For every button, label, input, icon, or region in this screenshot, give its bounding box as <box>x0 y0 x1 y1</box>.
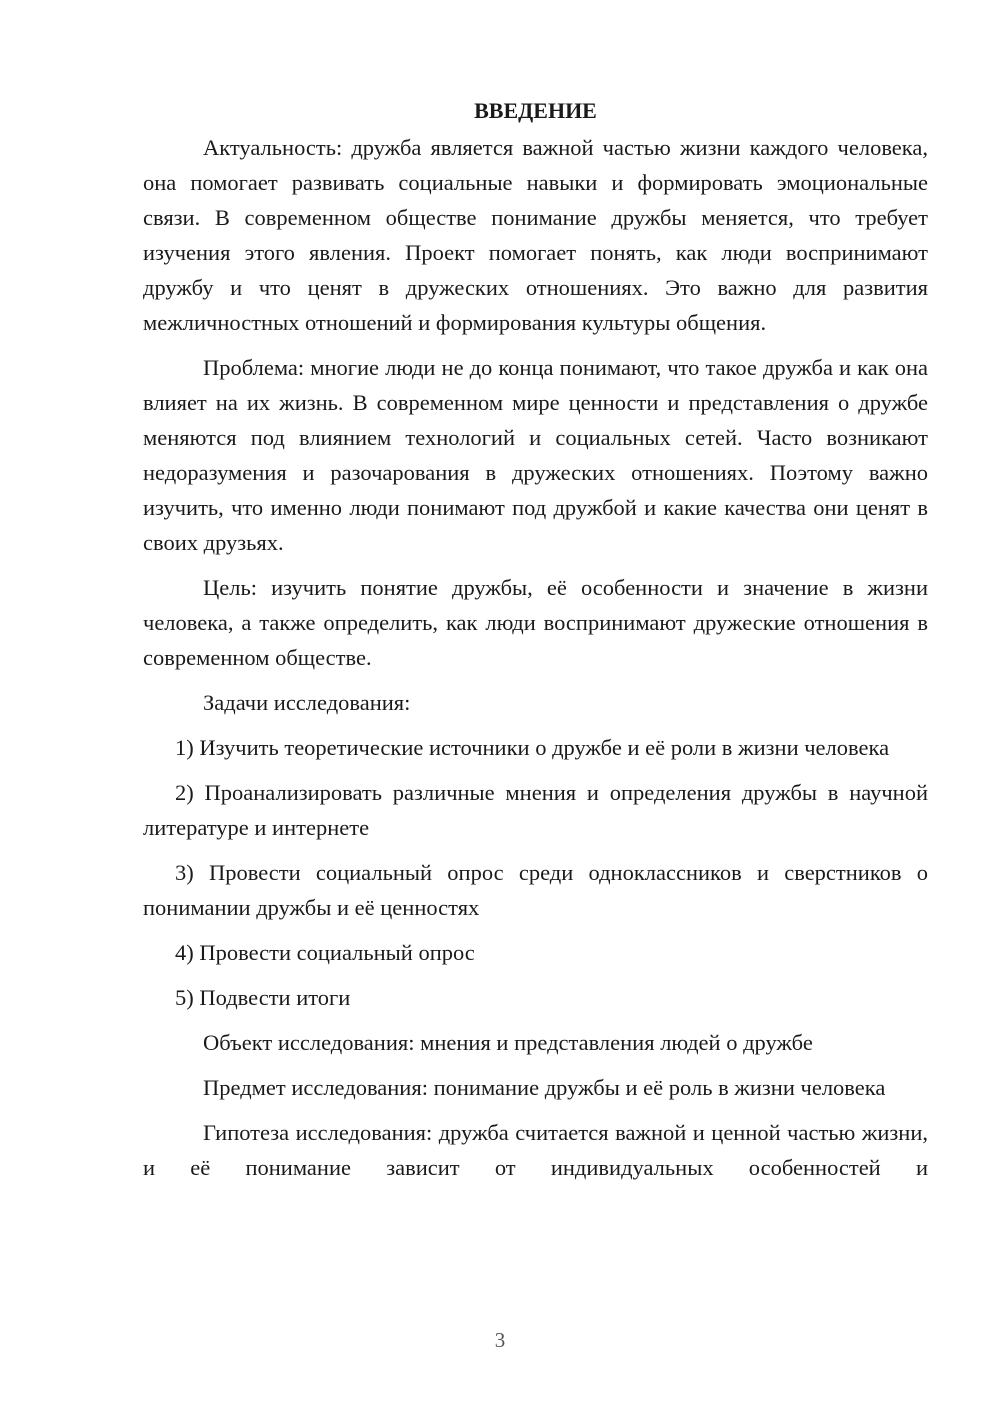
hypothesis-paragraph: Гипотеза исследования: дружба считается важной и ценной частью жизни, и её понимание зависит от индивидуальных особенностей и <box>143 1120 928 1180</box>
task-item-1: 1) Изучить теоретические источники о дружбе и её роли в жизни человека <box>175 735 890 760</box>
task-item-2: 2) Проанализировать различные мнения и определения дружбы в научной литературе и интернете <box>143 780 928 840</box>
problem-paragraph: Проблема: многие люди не до конца понимают, что такое дружба и как она влияет на их жизнь. В современном мире ценности и представления о дружбе меняются под влиянием технологий и социальных сетей. Часто возникают недоразумения и разочарования в дружеских отношениях. Поэтому важно изучить, что именно люди понимают под дружбой и какие качества они ценят в своих друзьях. <box>143 355 928 555</box>
task-item-5: 5) Подвести итоги <box>175 985 351 1010</box>
task-item-4: 4) Провести социальный опрос <box>175 940 475 965</box>
relevance-paragraph: Актуальность: дружба является важной частью жизни каждого человека, она помогает развивать социальные навыки и формировать эмоциональные связи. В современном обществе понимание дружбы меняется, что требует изучения этого явления. Проект помогает понять, как люди воспринимают дружбу и что ценят в дружеских отношениях. Это важно для развития межличностных отношений и формирования культуры общения. <box>143 135 928 335</box>
subject-paragraph: Предмет исследования: понимание дружбы и её роль в жизни человека <box>203 1075 886 1100</box>
page-number: 3 <box>494 1328 506 1352</box>
document-page <box>143 92 928 1195</box>
object-paragraph: Объект исследования: мнения и представления людей о дружбе <box>203 1030 813 1055</box>
task-item-3: 3) Провести социальный опрос среди одноклассников и сверстников о понимании дружбы и её ценностях <box>143 860 928 920</box>
goal-paragraph: Цель: изучить понятие дружбы, её особенности и значение в жизни человека, а также определить, как люди воспринимают дружеские отношения в современном обществе. <box>143 575 928 670</box>
page-title: ВВЕДЕНИЕ <box>474 98 597 123</box>
tasks-heading: Задачи исследования: <box>203 690 411 715</box>
